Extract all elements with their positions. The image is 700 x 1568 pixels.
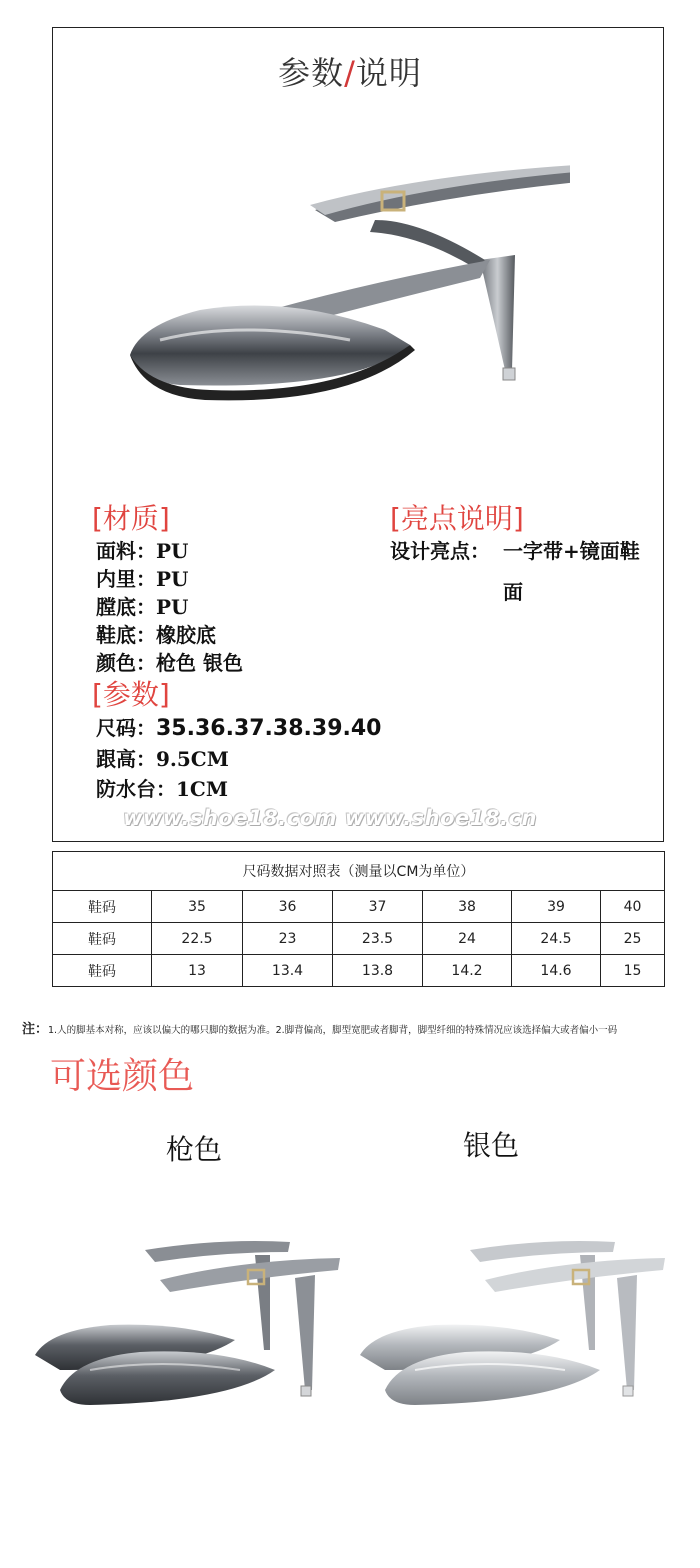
spec-color: 颜色：枪色 银色 [96,651,243,675]
table-cell: 13.4 [243,955,333,987]
table-cell: 13 [152,955,243,987]
color-options-heading: 可选颜色 [50,1056,195,1097]
table-caption-row [53,852,665,891]
table-cell: 36 [243,891,333,923]
row-label: 鞋码 [53,891,152,923]
watermark: www.shoe18.com www.shoe18.cn [123,806,537,830]
spec-lining: 内里：PU [96,567,189,591]
silver-shoe-image [355,1230,685,1410]
table-cell: 39 [512,891,601,923]
table-cell: 35 [152,891,243,923]
params-list [96,713,381,804]
table-cell: 22.5 [152,923,243,955]
main-shoe-image [120,150,570,430]
title-part2: 说明 [355,54,422,92]
table-cell: 38 [423,891,512,923]
spec-size: 尺码：35.36.37.38.39.40 [96,716,382,741]
table-cell: 14.6 [512,955,601,987]
table-cell: 13.8 [333,955,423,987]
table-row [53,955,665,987]
material-heading: [材质] [92,502,170,535]
highlight-value-line1: 一字带+镜面鞋 [503,539,640,563]
note-prefix: 注： [22,1022,49,1037]
table-cell: 15 [601,955,665,987]
spec-insole: 膛底：PU [96,595,189,619]
spec-platform: 防水台：1CM [96,777,228,801]
size-table [52,851,665,987]
spec-outsole: 鞋底：橡胶底 [96,623,216,647]
color-option-gunmetal-label: 枪色 [166,1133,223,1166]
table-cell: 25 [601,923,665,955]
color-option-silver-label: 银色 [463,1129,520,1162]
note-text: 1.人的脚基本对称，应该以偏大的哪只脚的数据为准。2.脚背偏高，脚型宽肥或者脚背，脚型纤细的特殊情况应该选择偏大或者偏小一码 [48,1025,618,1036]
params-heading: [参数] [92,678,170,711]
table-cell: 14.2 [423,955,512,987]
title-slash: / [344,54,356,92]
table-cell: 23.5 [333,923,423,955]
spec-heel-height: 跟高：9.5CM [96,747,229,771]
table-row [53,891,665,923]
highlight-heading: [亮点说明] [390,502,524,535]
highlight-value-line2: 面 [503,580,523,604]
table-cell: 40 [601,891,665,923]
row-label: 鞋码 [53,923,152,955]
table-caption: 尺码数据对照表（测量以CM为单位） [53,852,665,891]
size-note [22,1018,692,1037]
table-cell: 23 [243,923,333,955]
highlight-label: 设计亮点： [390,539,490,563]
table-row [53,923,665,955]
table-cell: 24.5 [512,923,601,955]
material-list [96,537,243,677]
gunmetal-shoe-image [20,1230,350,1410]
table-cell: 37 [333,891,423,923]
spec-fabric: 面料：PU [96,539,189,563]
table-cell: 24 [423,923,512,955]
title-part1: 参数 [278,54,345,92]
row-label: 鞋码 [53,955,152,987]
page-title [0,48,700,94]
